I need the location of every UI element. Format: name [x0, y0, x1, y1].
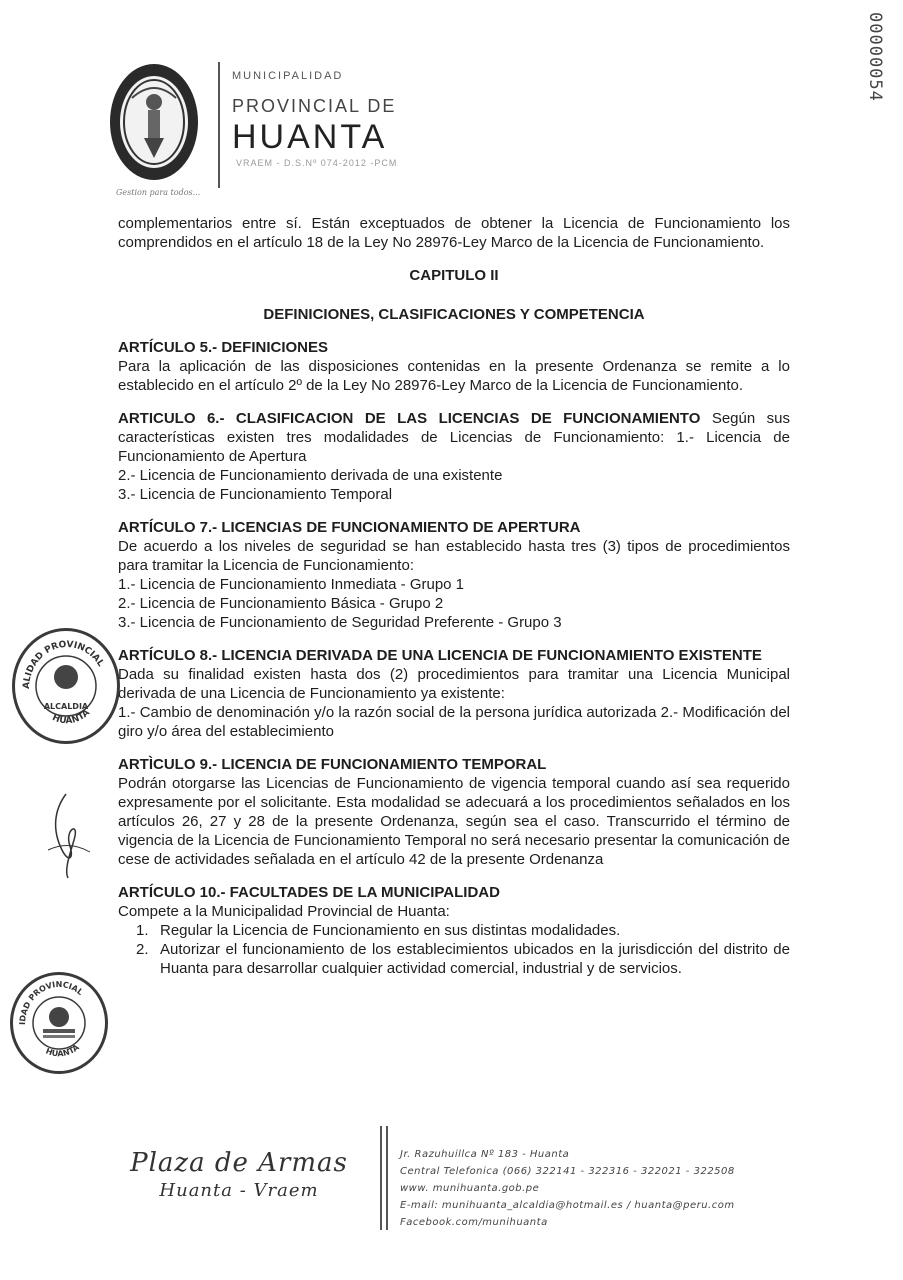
list-text: Regular la Licencia de Funcionamiento en sus distintas modalidades.: [160, 922, 621, 939]
footer-facebook: Facebook.com/munihuanta: [400, 1217, 548, 1228]
footer-web: www. munihuanta.gob.pe: [400, 1183, 540, 1194]
municipal-seal-stamp: [12, 628, 120, 744]
motto: Gestion para todos...: [116, 188, 201, 197]
seal-bottom-text: HUANTA: [50, 707, 92, 727]
article-title: ARTÍCULO 7.- LICENCIAS DE FUNCIONAMIENTO DE APERTURA: [118, 519, 581, 536]
footer-city: Huanta - Vraem: [159, 1180, 319, 1201]
municipal-seal-stamp-2: [10, 972, 108, 1074]
footer-contact: [400, 1146, 735, 1231]
list-item: 2.- Licencia de Funcionamiento derivada de una existente: [118, 467, 503, 484]
header-municipalidad: MUNICIPALIDAD: [232, 70, 344, 82]
footer-location: [114, 1148, 364, 1201]
list-number: 1.: [136, 922, 149, 939]
header-divider: [218, 62, 220, 188]
page-number: 00000054: [865, 12, 885, 102]
seal-top-text: ALIDAD PROVINCIAL: [21, 639, 106, 690]
chapter-subtitle: DEFINICIONES, CLASIFICACIONES Y COMPETENCIA: [263, 306, 645, 323]
list-number: 2.: [136, 941, 149, 958]
list-item: [136, 921, 790, 940]
list-item: [136, 940, 790, 978]
footer-divider: [380, 1126, 388, 1230]
article-title: ARTÍCULO 5.- DEFINICIONES: [118, 339, 329, 356]
article-10: [118, 883, 790, 978]
footer-address: Jr. Razuhuillca Nº 183 - Huanta: [400, 1149, 570, 1160]
intro-paragraph: complementarios entre sí. Están exceptuados de obtener la Licencia de Funcionamiento los comprendidos en el artículo 18 de la Ley No 28976-Ley Marco de la Licencia de Funcionamiento.: [118, 215, 790, 251]
article-body: Podrán otorgarse las Licencias de Funcionamiento de vigencia temporal cuando así sea requerido expresamente por el solicitante. Esta modalidad se adecuará a los procedimientos señalados en los artículos 26, 27 y 28 de la presente Ordenanza, según sea el caso. Transcurrido el término de vigencia de la Licencia de Funcionamiento Temporal no será necesario presentar la comunicación de cese de actividades señalada en el artículo 42 de la presente Ordenanza: [118, 775, 790, 868]
article-6: [118, 409, 790, 504]
footer-phone: Central Telefonica (066) 322141 - 322316 - 322021 - 322508: [400, 1166, 735, 1177]
article-text: Según sus características existen tres modalidades de Licencias de Funcionamiento: 1.- Licencia de Funcionamiento de Apertura: [118, 410, 790, 465]
article-5: [118, 338, 790, 395]
article-title: ARTICULO 6.- CLASIFICACION DE LAS LICENCIAS DE FUNCIONAMIENTO: [118, 410, 701, 427]
seal-middle-text: ALCALDIA: [43, 702, 89, 711]
list-item: 1.- Cambio de denominación y/o la razón social de la persona jurídica autorizada 2.- Modificación del giro y/o área del establecimiento: [118, 704, 790, 740]
chapter-title: CAPITULO II: [409, 267, 499, 284]
header-huanta: HUANTA: [232, 118, 388, 156]
article-list: [118, 575, 790, 632]
municipal-crest-icon: [104, 58, 204, 186]
header-provincial: PROVINCIAL DE: [232, 96, 397, 116]
article-7: [118, 518, 790, 632]
article-title: ARTÍCULO 10.- FACULTADES DE LA MUNICIPALIDAD: [118, 884, 500, 901]
seal-top-text: IDAD PROVINCIAL: [17, 979, 85, 1026]
list-item: 2.- Licencia de Funcionamiento Básica - Grupo 2: [118, 595, 444, 612]
list-text: Autorizar el funcionamiento de los establecimientos ubicados en la jurisdicción del distrito de Huanta para desarrollar cualquier actividad comercial, industrial y de servicios.: [160, 941, 790, 977]
article-body: Para la aplicación de las disposiciones contenidas en la presente Ordenanza se remite a lo establecido en el artículo 2º de la Ley No 28976-Ley Marco de la Licencia de Funcionamiento.: [118, 358, 790, 394]
list-item: 1.- Licencia de Funcionamiento Inmediata - Grupo 1: [118, 576, 465, 593]
svg-text:HUANTA: [44, 1042, 81, 1058]
list-item: 3.- Licencia de Funcionamiento Temporal: [118, 486, 393, 503]
article-list: [136, 921, 790, 978]
article-body: Compete a la Municipalidad Provincial de Huanta:: [118, 903, 450, 920]
document-body: [118, 214, 790, 978]
article-title: ARTÍCULO 8.- LICENCIA DERIVADA DE UNA LICENCIA DE FUNCIONAMIENTO EXISTENTE: [118, 647, 762, 664]
article-title: ARTÌCULO 9.- LICENCIA DE FUNCIONAMIENTO TEMPORAL: [118, 756, 547, 773]
article-list: [118, 466, 790, 504]
article-body: De acuerdo a los niveles de seguridad se han establecido hasta tres (3) tipos de procedimientos para tramitar la Licencia de Funcionamiento:: [118, 538, 790, 574]
footer-email: E-mail: munihuanta_alcaldia@hotmail.es / huanta@peru.com: [400, 1200, 735, 1211]
list-item: 3.- Licencia de Funcionamiento de Seguridad Preferente - Grupo 3: [118, 614, 562, 631]
article-body: Dada su finalidad existen hasta dos (2) procedimientos para tramitar una Licencia Municipal derivada de una Licencia de Funcionamiento ya existente:: [118, 666, 790, 702]
signature-mark: [44, 790, 94, 880]
article-8: [118, 646, 790, 741]
header-decree: VRAEM - D.S.Nº 074-2012 -PCM: [236, 158, 398, 168]
article-body: [118, 409, 790, 466]
article-9: [118, 755, 790, 869]
footer-plaza: Plaza de Armas: [130, 1148, 348, 1178]
seal-bottom-text: HUANTA: [44, 1042, 81, 1059]
